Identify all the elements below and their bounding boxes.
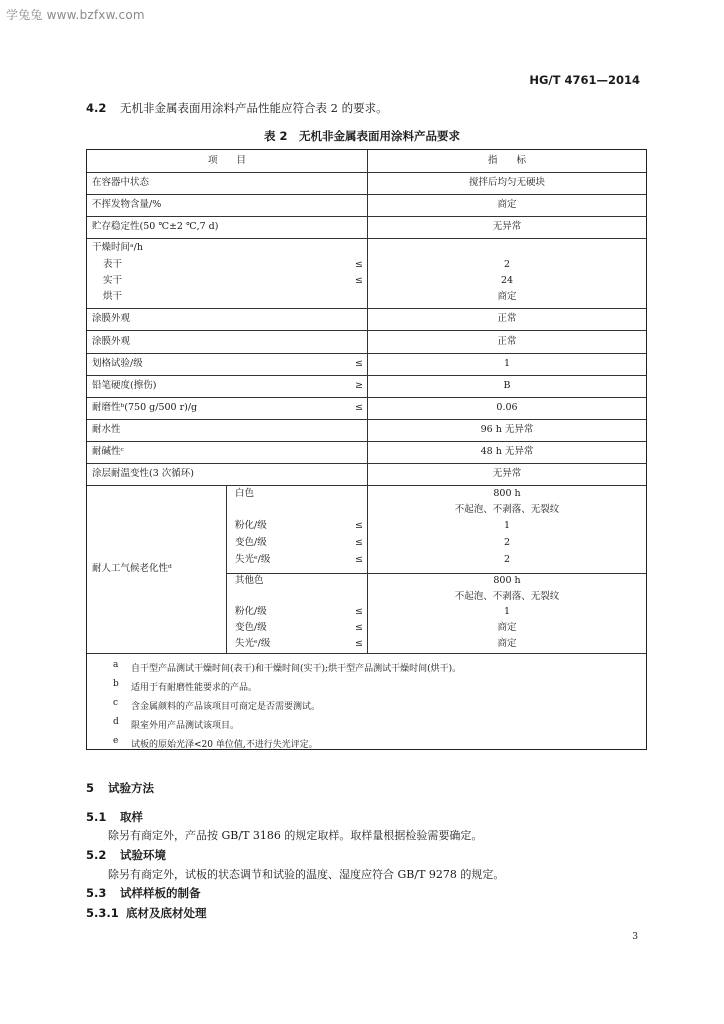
sub-item: 粉化/级 (235, 606, 267, 617)
section-title: 试样样板的制备 (120, 886, 201, 900)
row-value: 不起泡、不剥落、无裂纹 (454, 504, 560, 515)
row-item: 贮存稳定性(50 ℃±2 ℃,7 d) (92, 221, 219, 232)
row-value: 不起泡、不剥落、无裂纹 (454, 591, 560, 602)
row-value: 1 (503, 358, 511, 369)
row-value: 48 h 无异常 (480, 446, 534, 457)
requirements-table (86, 149, 647, 750)
section-number: 5.3.1 (86, 906, 119, 920)
operator: ≤ (355, 537, 363, 548)
clause-4-2 (86, 101, 388, 115)
row-value: 无异常 (492, 221, 522, 232)
row-divider (87, 653, 646, 654)
site-watermark: 学兔兔 www.bzfxw.com (6, 8, 145, 22)
operator: ≥ (355, 380, 363, 391)
row-value: 商定 (497, 199, 517, 210)
page-number: 3 (632, 932, 638, 942)
operator: ≤ (355, 622, 363, 633)
footnote-mark: c (113, 698, 119, 708)
row-item: 耐磨性ᵇ(750 g/500 r)/g (92, 402, 198, 413)
row-item: 涂膜外观 (92, 313, 131, 324)
row-item: 在容器中状态 (92, 177, 150, 188)
row-value: 800 h (493, 575, 521, 586)
sub-item: 失光ᵉ/级 (235, 638, 271, 649)
table-caption: 表 2 无机非金属表面用涂料产品要求 (263, 129, 460, 143)
operator: ≤ (355, 358, 363, 369)
row-item: 涂层耐温变性(3 次循环) (92, 468, 194, 479)
section-title: 试验方法 (108, 781, 154, 795)
row-value: 96 h 无异常 (480, 424, 534, 435)
footnote-text: 适用于有耐磨性能要求的产品。 (131, 683, 258, 693)
footnote-mark: a (113, 660, 119, 670)
section-title: 试验环境 (120, 848, 166, 862)
footnote-mark: b (113, 679, 119, 689)
row-value: 商定 (497, 638, 517, 649)
section-5-2-heading (86, 847, 166, 863)
section-5-2-text: 除另有商定外，试板的状态调节和试验的温度、湿度应符合 GB/T 9278 的规定。 (108, 868, 505, 881)
color-group-label: 其他色 (235, 575, 264, 586)
footnote-text: 限室外用产品测试该项目。 (131, 721, 240, 731)
section-number: 5 (86, 781, 95, 795)
color-group-label: 白色 (235, 488, 255, 499)
section-5-1-heading (86, 809, 143, 825)
row-value: 2 (503, 537, 511, 548)
footnote-mark: e (113, 736, 119, 746)
footnote-mark: d (113, 717, 119, 727)
clause-text: 无机非金属表面用涂料产品性能应符合表 2 的要求。 (120, 101, 388, 115)
row-value: 正常 (497, 336, 517, 347)
operator: ≤ (355, 275, 363, 286)
row-value: 24 (500, 275, 514, 286)
operator: ≤ (355, 606, 363, 617)
sub-item: 粉化/级 (235, 520, 267, 531)
weathering-item: 耐人工气候老化性ᵈ (92, 563, 172, 574)
row-item: 划格试验/级 (92, 358, 143, 369)
sub-item: 失光ᵉ/级 (235, 554, 271, 565)
sub-item: 变色/级 (235, 537, 267, 548)
row-value: 商定 (497, 291, 517, 302)
footnote-text: 试板的原始光泽<20 单位值,不进行失光评定。 (131, 740, 318, 750)
sub-item: 变色/级 (235, 622, 267, 633)
section-number: 5.1 (86, 810, 107, 824)
row-item: 铅笔硬度(擦伤) (92, 380, 157, 391)
header-item: 项 目 (207, 155, 247, 166)
row-value: 搅拌后均匀无硬块 (468, 177, 546, 188)
operator: ≤ (355, 259, 363, 270)
row-value: 1 (503, 606, 511, 617)
operator: ≤ (355, 554, 363, 565)
section-5-1-text: 除另有商定外，产品按 GB/T 3186 的规定取样。取样量根据检验需要确定。 (108, 829, 483, 842)
row-item: 干燥时间ᵃ/h (92, 242, 143, 253)
section-title: 取样 (120, 810, 143, 824)
row-item: 耐水性 (92, 424, 121, 435)
footnote-text: 含金属颜料的产品该项目可商定是否需要测试。 (131, 702, 321, 712)
section-5-3-heading (86, 885, 201, 901)
sub-item: 实干 (103, 275, 123, 286)
row-item: 耐碱性ᶜ (92, 446, 124, 457)
standard-number: HG/T 4761—2014 (529, 73, 640, 87)
sub-item: 表干 (103, 259, 123, 270)
row-value: 800 h (493, 488, 521, 499)
header-value: 指 标 (487, 155, 527, 166)
operator: ≤ (355, 520, 363, 531)
section-title: 底材及底材处理 (126, 906, 207, 920)
row-value: B (503, 380, 511, 391)
row-value: 正常 (497, 313, 517, 324)
footnote-text: 自干型产品测试干燥时间(表干)和干燥时间(实干);烘干型产品测试干燥时间(烘干)。 (131, 664, 462, 674)
operator: ≤ (355, 638, 363, 649)
clause-number: 4.2 (86, 101, 107, 115)
row-divider (226, 573, 646, 574)
operator: ≤ (355, 402, 363, 413)
row-value: 0.06 (496, 402, 518, 413)
row-item: 不挥发物含量/% (92, 199, 162, 210)
row-value: 2 (503, 259, 511, 270)
column-divider (367, 150, 368, 653)
row-value: 商定 (497, 622, 517, 633)
sub-item: 烘干 (103, 291, 123, 302)
column-divider (226, 485, 227, 653)
row-value: 无异常 (492, 468, 522, 479)
section-number: 5.2 (86, 848, 107, 862)
row-value: 2 (503, 554, 511, 565)
section-5-3-1-heading (86, 905, 207, 921)
section-5-heading (86, 780, 154, 796)
section-number: 5.3 (86, 886, 107, 900)
row-value: 1 (503, 520, 511, 531)
row-item: 涂膜外观 (92, 336, 131, 347)
